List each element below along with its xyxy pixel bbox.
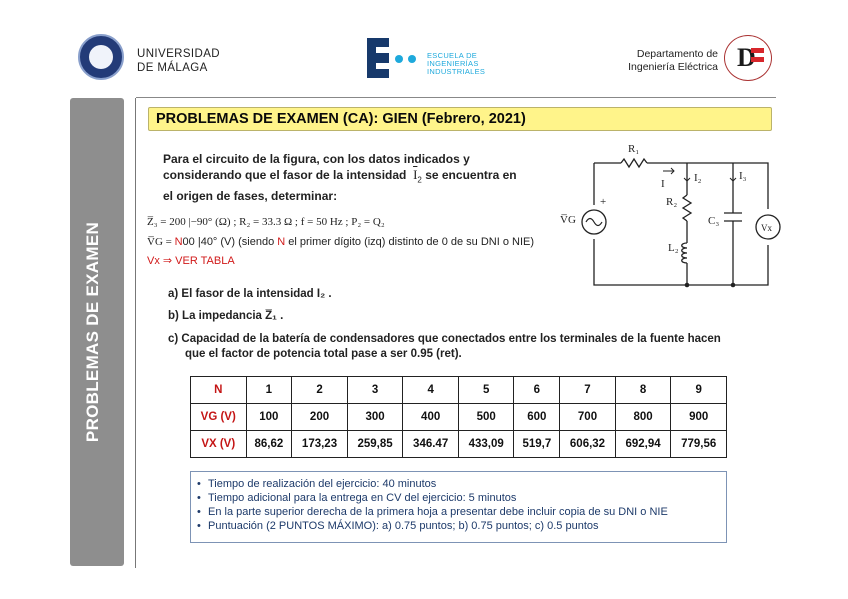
table-cell: 700 [560,404,616,431]
table-cell: 346.47 [403,431,459,458]
label-vg: V̅G [560,214,576,226]
table-cell: 606,32 [560,431,616,458]
department-logo: D [724,35,772,81]
table-header-cell: 4 [403,377,459,404]
school-logo-dot [395,55,403,63]
university-name: UNIVERSIDAD DE MÁLAGA [137,48,220,74]
label-plus: + [600,196,607,208]
header-divider [136,97,776,98]
resistor-r2 [683,195,691,221]
question-a: a) El fasor de la intensidad I₂ . [168,288,332,300]
table-cell: VG (V) [191,404,247,431]
arrow-i [663,168,674,174]
label-r1: R₁ [628,143,640,155]
university-seal-logo [78,34,124,80]
label-l2: L₂ [668,242,679,254]
table-header-cell: 9 [671,377,727,404]
table-header-cell: 8 [615,377,671,404]
data-line-vx: Vx ⇒ VER TABLA [147,255,235,267]
table-header-cell: 1 [246,377,292,404]
sidebar-divider [135,98,136,568]
data-line-z3: Z̅₃ = 200 |−90° (Ω) ; R₂ = 33.3 Ω ; f = 50 Hz ; P₂ = Q₂ [147,216,385,228]
table-row [191,431,727,458]
label-i3: I₃ [739,170,747,182]
voltage-table [190,376,727,458]
table-header-cell: 5 [458,377,514,404]
table-header-cell: N [191,377,247,404]
question-c: c) Capacidad de la batería de condensadores que conectados entre los terminales de la fuente hacen que el factor de potencia total pase a ser 0.95 (ret). [168,333,721,360]
table-cell: 300 [347,404,403,431]
table-cell: 779,56 [671,431,727,458]
table-header-cell: 3 [347,377,403,404]
capacitor-c3 [724,213,742,221]
info-item: • Puntuación (2 PUNTOS MÁXIMO): a) 0.75 puntos; b) 0.75 puntos; c) 0.5 puntos [208,519,726,533]
table-cell: 86,62 [246,431,292,458]
school-logo-dot [408,55,416,63]
table-cell: 692,94 [615,431,671,458]
arrow-i2 [684,171,690,181]
label-i: I [661,178,665,190]
info-item: • Tiempo adicional para la entrega en CV del ejercicio: 5 minutos [208,491,726,505]
table-cell: 600 [514,404,560,431]
info-item: • En la parte superior derecha de la primera hoja a presentar debe incluir copia de su DNI o NIE [208,505,726,519]
school-name: ESCUELA DE INGENIERÍAS INDUSTRIALES [427,51,486,76]
table-cell: 900 [671,404,727,431]
table-header-row [191,377,727,404]
label-vx: Vx [761,223,772,233]
table-cell: 433,09 [458,431,514,458]
table-cell: 500 [458,404,514,431]
label-i2: I₂ [694,172,702,184]
table-header-cell: 2 [292,377,348,404]
table-header-cell: 6 [514,377,560,404]
table-cell: VX (V) [191,431,247,458]
problem-statement: Para el circuito de la figura, con los datos indicados y considerando que el fasor de la intensidad $\overline{I}_2$ se encuentra en el origen de fases, determinar: [163,152,517,204]
exam-info-box [190,471,727,543]
question-b: b) La impedancia Z̅₁ . [168,310,284,322]
info-item: • Tiempo de realización del ejercicio: 40 minutos [208,477,726,491]
data-line-vg: V̅G = N00 |40° (V) (siendo N el primer dígito (izq) distinto de 0 de su DNI o NIE) [147,236,535,248]
department-name: Departamento de Ingeniería Eléctrica [628,48,718,73]
table-cell: 100 [246,404,292,431]
sidebar-label: PROBLEMAS DE EXAMEN [83,221,102,443]
resistor-r1 [621,159,647,167]
table-row [191,404,727,431]
wire-bottom [594,239,768,285]
circuit-diagram [558,135,790,295]
table-header-cell: 7 [560,377,616,404]
table-cell: 519,7 [514,431,560,458]
inductor-l2 [682,243,687,263]
table-cell: 200 [292,404,348,431]
school-e-logo [367,38,389,78]
label-r2: R₂ [666,196,678,208]
page-title: PROBLEMAS DE EXAMEN (CA): GIEN (Febrero, 2021) [156,111,526,127]
arrow-i3 [730,171,736,181]
table-cell: 800 [615,404,671,431]
table-cell: 173,23 [292,431,348,458]
table-cell: 400 [403,404,459,431]
title-bar [148,107,772,131]
label-c3: C₃ [708,215,720,227]
table-cell: 259,85 [347,431,403,458]
